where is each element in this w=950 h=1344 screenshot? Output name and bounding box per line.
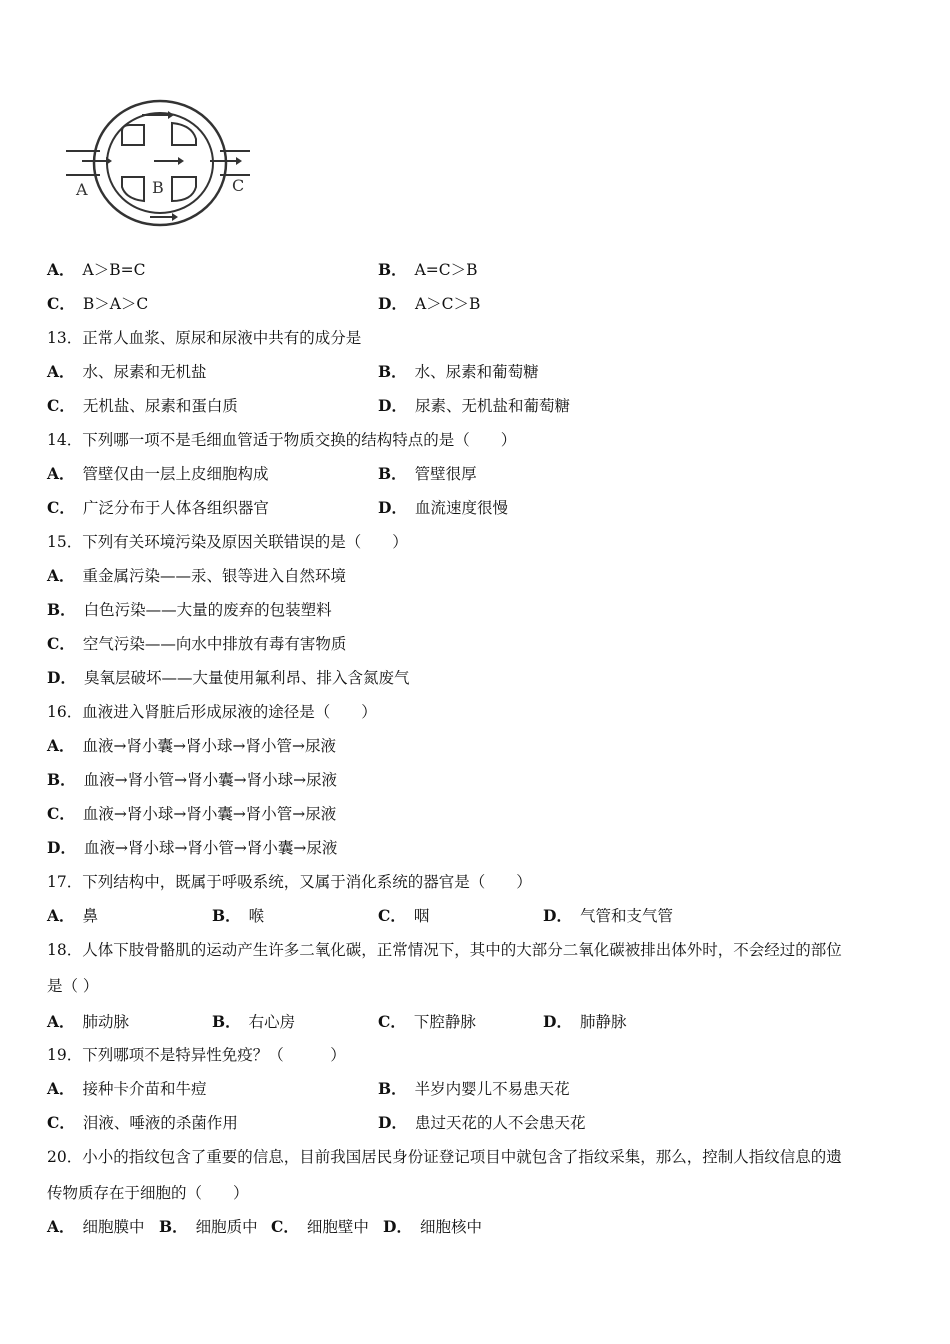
option-letter: A． xyxy=(47,260,75,279)
option-text: 血液→肾小管→肾小囊→肾小球→尿液 xyxy=(83,771,338,789)
option-letter: B． xyxy=(212,1012,241,1031)
option-letter: D． xyxy=(378,396,407,415)
diagram-arrowhead-bottom xyxy=(172,213,178,221)
option-letter: A． xyxy=(47,464,75,483)
q16-stem: 16．血液进入肾脏后形成尿液的途径是（ ） xyxy=(47,703,377,721)
q18-stem-line2: 是（ ） xyxy=(47,977,99,995)
q16-option-d[interactable] xyxy=(47,838,337,858)
q12-option-c[interactable] xyxy=(47,294,148,314)
option-text: 血液→肾小球→肾小囊→肾小管→尿液 xyxy=(82,805,337,823)
option-letter: C． xyxy=(47,634,75,653)
option-letter: B． xyxy=(47,600,76,619)
option-text: 喉 xyxy=(248,907,265,925)
q20-option-d[interactable] xyxy=(383,1217,482,1237)
q15-option-a[interactable] xyxy=(47,566,346,586)
q14-option-d[interactable] xyxy=(378,498,508,518)
option-text: 肺动脉 xyxy=(82,1013,130,1031)
q12-option-b[interactable] xyxy=(378,260,478,280)
q17-option-c[interactable] xyxy=(378,906,429,926)
q20-option-c[interactable] xyxy=(271,1217,369,1237)
diagram-label-a: A xyxy=(76,180,88,199)
q13-option-c[interactable] xyxy=(47,396,238,416)
option-text: 水、尿素和葡萄糖 xyxy=(414,363,539,381)
option-text: 血流速度很慢 xyxy=(414,499,508,517)
q13-option-d[interactable] xyxy=(378,396,570,416)
q19-option-c[interactable] xyxy=(47,1113,238,1133)
option-letter: D． xyxy=(543,1012,572,1031)
q18-option-b[interactable] xyxy=(212,1012,295,1032)
option-text: 尿素、无机盐和葡萄糖 xyxy=(414,397,570,415)
option-text: 无机盐、尿素和蛋白质 xyxy=(82,397,238,415)
option-text: 泪液、唾液的杀菌作用 xyxy=(82,1114,238,1132)
option-text: 患过天花的人不会患天花 xyxy=(414,1114,586,1132)
q18-option-d[interactable] xyxy=(543,1012,626,1032)
diagram-arrowhead-right xyxy=(236,157,242,165)
q20-option-a[interactable] xyxy=(47,1217,145,1237)
diagram-outer-circle xyxy=(94,101,226,225)
option-text: A=C＞B xyxy=(414,261,478,279)
q16-option-a[interactable] xyxy=(47,736,336,756)
option-text: 鼻 xyxy=(82,907,99,925)
option-text: B＞A＞C xyxy=(82,295,149,313)
option-letter: C． xyxy=(47,294,75,313)
q20-stem-line2: 传物质存在于细胞的（ ） xyxy=(47,1184,249,1202)
option-letter: A． xyxy=(47,736,75,755)
option-text: 咽 xyxy=(413,907,430,925)
q17-stem: 17．下列结构中，既属于呼吸系统，又属于消化系统的器官是（ ） xyxy=(47,873,532,891)
option-letter: B． xyxy=(47,770,76,789)
diagram-chamber-bottom-left xyxy=(122,177,144,201)
option-letter: C． xyxy=(271,1217,299,1236)
option-text: 肺静脉 xyxy=(579,1013,627,1031)
option-letter: D． xyxy=(378,498,407,517)
option-letter: C． xyxy=(378,906,406,925)
q13-option-b[interactable] xyxy=(378,362,539,382)
q16-option-b[interactable] xyxy=(47,770,337,790)
q14-stem: 14．下列哪一项不是毛细血管适于物质交换的结构特点的是（ ） xyxy=(47,431,517,449)
option-letter: C． xyxy=(47,396,75,415)
diagram-arrowhead-center xyxy=(178,157,184,165)
option-letter: B． xyxy=(378,1079,407,1098)
q18-option-c[interactable] xyxy=(378,1012,476,1032)
option-letter: B． xyxy=(159,1217,188,1236)
option-text: 空气污染——向水中排放有毒有害物质 xyxy=(82,635,347,653)
option-text: 细胞核中 xyxy=(419,1218,482,1236)
diagram-arrowhead-top xyxy=(168,111,174,119)
q15-stem: 15．下列有关环境污染及原因关联错误的是（ ） xyxy=(47,533,408,551)
option-text: 管壁很厚 xyxy=(414,465,477,483)
diagram-label-c: C xyxy=(232,176,245,195)
q17-option-b[interactable] xyxy=(212,906,264,926)
q20-option-b[interactable] xyxy=(159,1217,258,1237)
q13-option-a[interactable] xyxy=(47,362,207,382)
option-text: 血液→肾小球→肾小管→肾小囊→尿液 xyxy=(83,839,338,857)
q19-option-a[interactable] xyxy=(47,1079,207,1099)
q14-option-a[interactable] xyxy=(47,464,269,484)
option-text: 细胞膜中 xyxy=(82,1218,145,1236)
option-text: 接种卡介苗和牛痘 xyxy=(82,1080,207,1098)
option-text: 重金属污染——汞、银等进入自然环境 xyxy=(82,567,347,585)
option-letter: A． xyxy=(47,1217,75,1236)
option-text: 水、尿素和无机盐 xyxy=(82,363,207,381)
option-letter: D． xyxy=(47,838,76,857)
option-letter: B． xyxy=(378,362,407,381)
option-letter: A． xyxy=(47,1079,75,1098)
q15-option-c[interactable] xyxy=(47,634,346,654)
option-letter: C． xyxy=(47,498,75,517)
q16-option-c[interactable] xyxy=(47,804,336,824)
option-letter: D． xyxy=(378,1113,407,1132)
option-text: 管壁仅由一层上皮细胞构成 xyxy=(82,465,269,483)
option-letter: B． xyxy=(378,464,407,483)
q15-option-d[interactable] xyxy=(47,668,409,688)
q17-option-d[interactable] xyxy=(543,906,673,926)
option-text: 下腔静脉 xyxy=(413,1013,476,1031)
option-text: A＞C＞B xyxy=(414,295,481,313)
q15-option-b[interactable] xyxy=(47,600,332,620)
option-text: 右心房 xyxy=(248,1013,296,1031)
option-text: 血液→肾小囊→肾小球→肾小管→尿液 xyxy=(82,737,336,755)
q19-option-d[interactable] xyxy=(378,1113,585,1133)
diagram-chamber-top-left xyxy=(122,125,144,145)
q17-option-a[interactable] xyxy=(47,906,98,926)
q19-option-b[interactable] xyxy=(378,1079,570,1099)
option-letter: A． xyxy=(47,566,75,585)
option-text: 半岁内婴儿不易患天花 xyxy=(414,1080,570,1098)
option-letter: B． xyxy=(378,260,407,279)
option-letter: C． xyxy=(47,1113,75,1132)
option-letter: D． xyxy=(543,906,572,925)
option-text: 细胞质中 xyxy=(195,1218,258,1236)
option-letter: B． xyxy=(212,906,241,925)
q13-stem: 13．正常人血浆、原尿和尿液中共有的成分是 xyxy=(47,329,362,347)
q14-option-c[interactable] xyxy=(47,498,269,518)
q12-option-a[interactable] xyxy=(47,260,145,280)
diagram-arrowhead-left xyxy=(106,157,112,165)
q19-stem: 19．下列哪项不是特异性免疫？（ ） xyxy=(47,1046,346,1064)
q18-stem-line1: 18．人体下肢骨骼肌的运动产生许多二氧化碳，正常情况下，其中的大部分二氧化碳被排出体外时，不会经过的部位 xyxy=(47,941,842,959)
option-letter: A． xyxy=(47,362,75,381)
option-text: 白色污染——大量的废弃的包装塑料 xyxy=(83,601,332,619)
option-text: 臭氧层破坏——大量使用氟利昂、排入含氮废气 xyxy=(83,669,410,687)
kidney-diagram xyxy=(60,95,260,235)
option-letter: D． xyxy=(378,294,407,313)
q12-option-d[interactable] xyxy=(378,294,480,314)
q14-option-b[interactable] xyxy=(378,464,477,484)
diagram-chamber-bottom-right xyxy=(172,177,196,201)
diagram-chamber-top-right xyxy=(172,123,196,145)
option-letter: A． xyxy=(47,906,75,925)
option-text: 广泛分布于人体各组织器官 xyxy=(82,499,269,517)
option-text: 气管和支气管 xyxy=(579,907,673,925)
option-text: 细胞壁中 xyxy=(306,1218,369,1236)
q20-stem-line1: 20．小小的指纹包含了重要的信息，目前我国居民身份证登记项目中就包含了指纹采集，那么，控制人指纹信息的遗 xyxy=(47,1148,842,1166)
option-letter: D． xyxy=(47,668,76,687)
q18-option-a[interactable] xyxy=(47,1012,129,1032)
option-letter: C． xyxy=(47,804,75,823)
option-letter: A． xyxy=(47,1012,75,1031)
option-letter: C． xyxy=(378,1012,406,1031)
option-text: A＞B=C xyxy=(82,261,146,279)
option-letter: D． xyxy=(383,1217,412,1236)
diagram-label-b: B xyxy=(152,178,164,197)
